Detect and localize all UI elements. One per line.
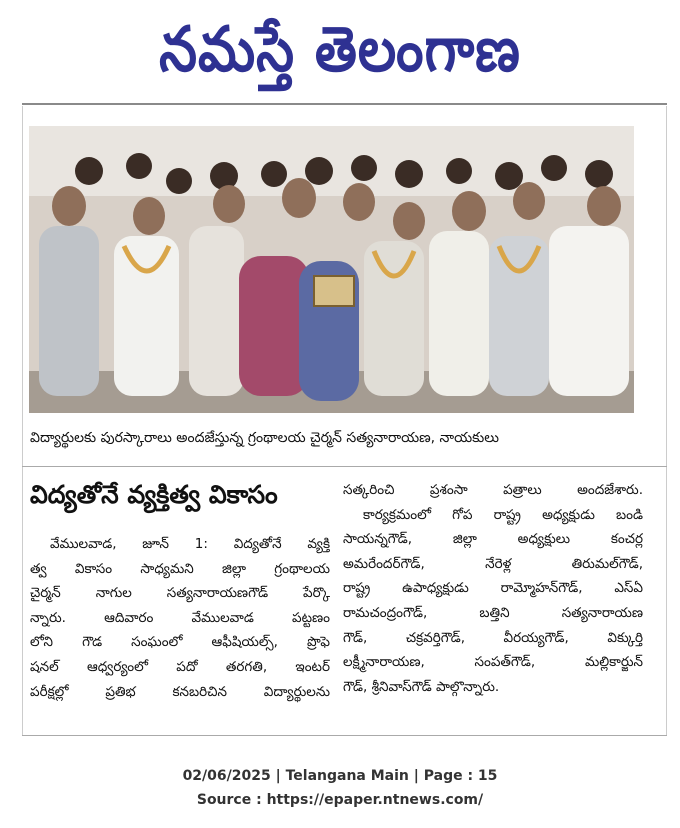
article-text-line: వేములవాడ, జూన్ 1: విద్యతోనే వ్యక్తి: [50, 536, 330, 552]
article-text-line: న్నారు. ఆదివారం వేములవాడ పట్టణం: [30, 609, 330, 626]
article-text-line: షనల్ ఆధ్వర్యంలో పదో తరగతి, ఇంటర్: [30, 658, 330, 675]
caption-divider: [22, 466, 667, 467]
masthead-divider: [22, 103, 667, 105]
photo-caption: విద్యార్థులకు పురస్కారాలు అందజేస్తున్న గ్రంథాలయ చైర్మన్ సత్యనారాయణ, నాయకులు: [30, 430, 500, 446]
article-text-line: గౌడ్, శ్రీనివాస్‌గౌడ్ పాల్గొన్నారు.: [343, 678, 500, 695]
masthead: [0, 0, 680, 100]
article-text-line: సాయన్నగౌడ్, జిల్లా అధ్యక్షులు కంచర్ల: [343, 531, 643, 548]
newspaper-logo: నమస్తే తెలంగాణ: [159, 13, 521, 86]
source-link[interactable]: Source : https://epaper.ntnews.com/: [196, 792, 484, 808]
footer-divider: [22, 735, 667, 736]
edition-info: 02/06/2025 | Telangana Main | Page : 15: [182, 768, 498, 784]
article-headline: విద్యతోనే వ్యక్తిత్వ వికాసం: [30, 480, 278, 509]
article-text-line: పరీక్షల్లో ప్రతిభ కనబరిచిన విద్యార్థులను: [30, 683, 330, 700]
group-photo-image: [29, 126, 634, 413]
article-text-line: చైర్మన్ నాగుల సత్యనారాయణగౌడ్ పేర్కొ: [30, 585, 330, 602]
article-text-line: లోని గౌడ సంఘంలో ఆఫీషియల్స్, ప్రొఫె: [30, 634, 330, 651]
article-text-line: సత్కరించి ప్రశంసా పత్రాలు అందజేశారు.: [343, 482, 643, 498]
article-text-line: త్వ వికాసం సాధ్యమని జిల్లా గ్రంథాలయ: [30, 560, 330, 577]
article-text-line: గౌడ్, చక్రవర్తిగౌడ్, వీరయ్యగౌడ్, విక్కుర్తి: [343, 629, 643, 646]
article-text-line: రాష్ట్ర ఉపాధ్యక్షుడు రామ్మోహన్‌గౌడ్, ఎస్‌ఏ: [343, 580, 643, 597]
article-column-left: [30, 532, 330, 704]
article-column-right: [343, 478, 643, 699]
article-text-line: లక్ష్మీనారాయణ, సంపత్‌గౌడ్, మల్లికార్జున్: [343, 654, 643, 671]
article-text-line: అమరేందర్‌గౌడ్, నేరెళ్ల తిరుమల్‌గౌడ్,: [343, 555, 643, 572]
article-text-line: రామచంద్రంగౌడ్, బత్తిని సత్యనారాయణ: [343, 604, 643, 621]
news-photo: [29, 126, 634, 413]
article-text-line: కార్యక్రమంలో గోప రాష్ట్ర అధ్యక్షుడు బండి: [363, 506, 643, 523]
